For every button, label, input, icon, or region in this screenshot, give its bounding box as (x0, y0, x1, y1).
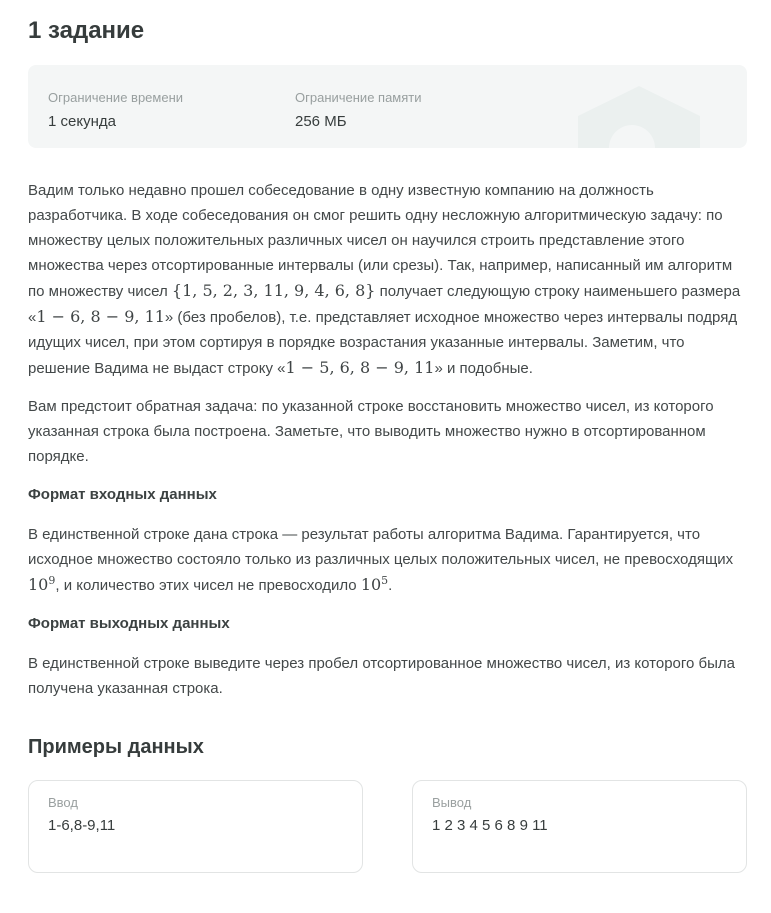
input-format-paragraph (28, 522, 747, 598)
math-power-base: 10 (28, 575, 49, 594)
memory-limit-value: 256 МБ (295, 113, 347, 130)
math-intervals-expression: 1 − 6, 8 − 9, 11 (36, 307, 165, 326)
time-limit (48, 90, 295, 131)
sample-output-label: Вывод (432, 795, 472, 810)
statement-text: » (без пробелов), т.е. представляет исходное множество через интервалы подряд идущих чисел, при этом сортируя в порядке возрастания указанные интервалы. Заметим, что решение Вадима не выдаст строку « (28, 309, 738, 377)
statement-text: . (388, 577, 393, 594)
time-limit-value: 1 секунда (48, 113, 116, 130)
output-format-heading: Формат выходных данных (28, 615, 230, 632)
statement-text: , и количество этих чисел не превосходило (55, 577, 361, 594)
math-set-expression: {1, 5, 2, 3, 11, 9, 4, 6, 8} (171, 281, 376, 300)
limits-panel (28, 65, 747, 148)
memory-limit (295, 90, 422, 131)
sample-input-value[interactable]: 1-6,8-9,11 (48, 817, 116, 834)
sample-input-label: Ввод (48, 795, 78, 810)
samples-row (28, 780, 747, 873)
memory-limit-label: Ограничение памяти (295, 90, 422, 105)
math-power-exponent: 5 (381, 574, 389, 587)
math-power-exponent: 9 (48, 574, 56, 587)
math-wrong-intervals-expression: 1 − 5, 6, 8 − 9, 11 (285, 358, 435, 377)
statement-paragraph-1 (28, 178, 747, 381)
samples-heading: Примеры данных (28, 736, 204, 758)
statement-text: » и подобные. (434, 360, 533, 377)
limits-columns (48, 90, 727, 131)
time-limit-label: Ограничение времени (48, 90, 184, 105)
statement-text: получает следующую строку наименьшего размера « (28, 283, 741, 326)
sample-input-box[interactable] (28, 780, 363, 873)
statement-text: Вадим только недавно прошел собеседование в одну известную компанию на должность разработчика. В ходе собеседования он смог решить одну несложную алгоритмическую задачу: по множеству целых положительных различных чисел он научился строить представление этого множества через отсортированные интервалы (или срезы). Так, например, написанный им алгоритм по множеству чисел (28, 182, 733, 300)
statement-paragraph-2: Вам предстоит обратная задача: по указанной строке восстановить множество чисел, из которого указанная строка была построена. Заметьте, что выводить множество нужно в отсортированном порядке. (28, 398, 714, 465)
sample-output-box[interactable] (412, 780, 747, 873)
output-format-paragraph: В единственной строке выведите через пробел отсортированное множество чисел, из которого была получена указанная строка. (28, 655, 736, 697)
input-format-heading: Формат входных данных (28, 486, 217, 503)
statement-text: В единственной строке дана строка — результат работы алгоритма Вадима. Гарантируется, что исходное множество состояло только из различных целых положительных чисел, не превосходящих (28, 526, 734, 568)
math-power-base: 10 (360, 575, 382, 594)
page-title: 1 задание (28, 17, 145, 44)
sample-output-value[interactable]: 1 2 3 4 5 6 8 9 11 (432, 817, 548, 834)
problem-statement (28, 178, 747, 701)
